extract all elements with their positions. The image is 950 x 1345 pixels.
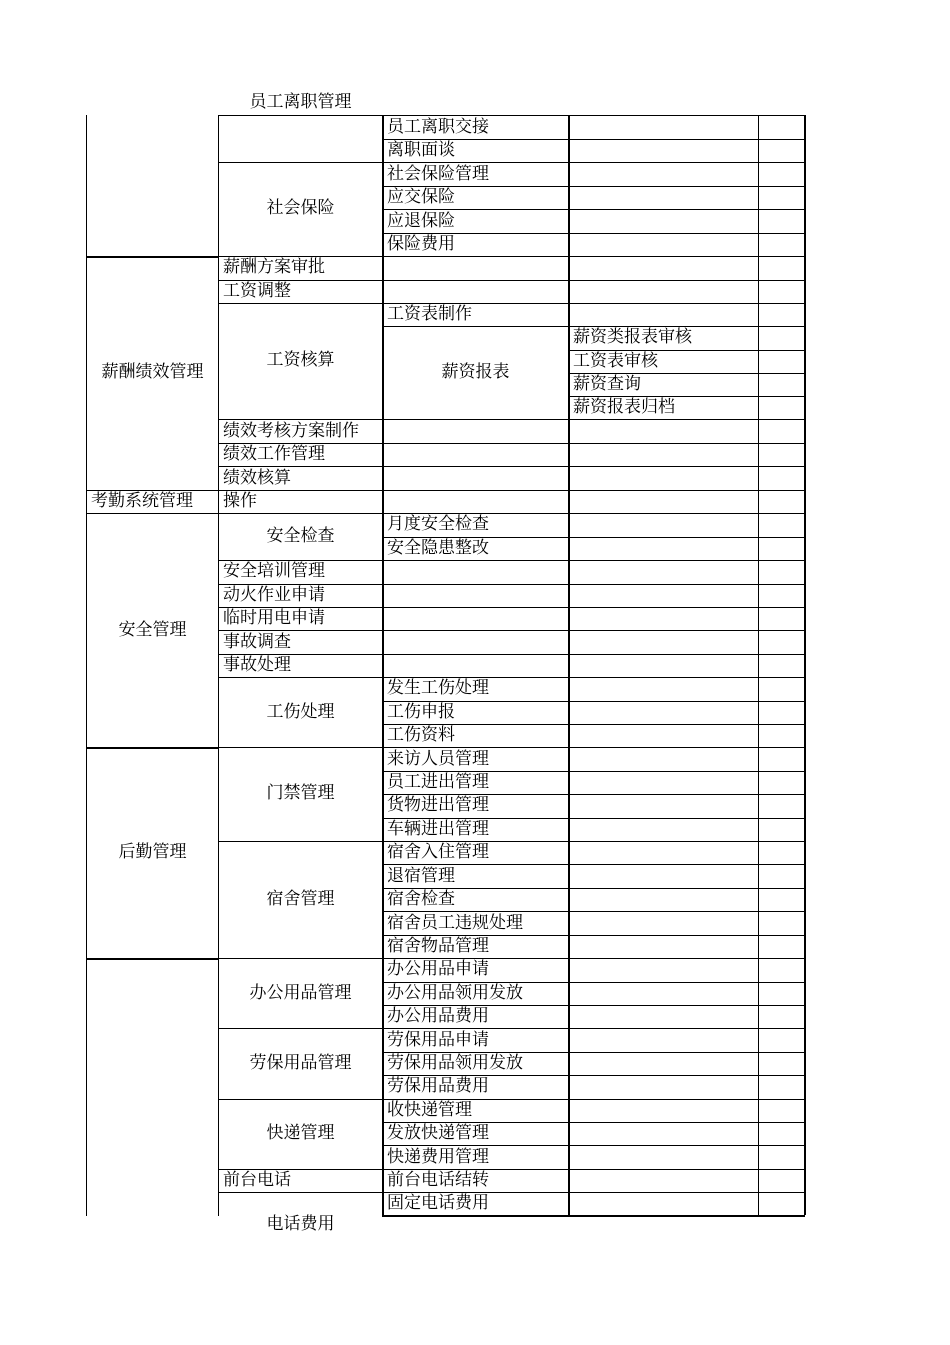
grid-horizontal-line <box>382 280 805 281</box>
cell-b-temp-power[interactable]: 临时用电申请 <box>223 608 325 628</box>
cell-b-office-supplies[interactable]: 办公用品管理 <box>249 983 352 1003</box>
grid-horizontal-line <box>382 466 805 467</box>
grid-horizontal-line <box>218 162 383 163</box>
cell-c-courier-send[interactable]: 发放快递管理 <box>387 1123 489 1143</box>
grid-horizontal-line <box>382 724 805 725</box>
cell-c-injury-report[interactable]: 工伤申报 <box>387 702 455 722</box>
cell-c-dorm-checkout[interactable]: 退宿管理 <box>387 866 455 886</box>
grid-horizontal-line <box>382 935 805 936</box>
grid-horizontal-line <box>382 513 805 514</box>
cell-b-accident-handling[interactable]: 事故处理 <box>223 655 291 675</box>
grid-horizontal-line <box>382 864 805 865</box>
grid-horizontal-line <box>568 350 805 351</box>
cell-b-perf-mgmt[interactable]: 绩效工作管理 <box>223 444 325 464</box>
grid-horizontal-line <box>86 958 219 960</box>
grid-horizontal-line <box>218 303 383 304</box>
cell-b-injury[interactable]: 工伤处理 <box>266 702 335 722</box>
cell-c-social-fee[interactable]: 保险费用 <box>387 234 455 254</box>
grid-horizontal-line <box>382 888 805 889</box>
cell-group-salary[interactable]: 薪酬绩效管理 <box>101 362 204 382</box>
grid-horizontal-line <box>218 654 383 655</box>
grid-horizontal-line <box>382 1122 805 1123</box>
cell-group-attendance[interactable]: 考勤系统管理 <box>91 491 193 511</box>
cell-c-office-apply[interactable]: 办公用品申请 <box>387 959 489 979</box>
cell-d-report-archive[interactable]: 薪资报表归档 <box>573 397 675 417</box>
cell-c-injury-process[interactable]: 发生工伤处理 <box>387 678 489 698</box>
grid-horizontal-line <box>218 1169 383 1170</box>
cell-b-salary-approval[interactable]: 薪酬方案审批 <box>223 257 325 277</box>
cell-b-wage-adjust[interactable]: 工资调整 <box>223 281 291 301</box>
cell-c-dorm-checkin[interactable]: 宿舍入住管理 <box>387 842 489 862</box>
grid-horizontal-line <box>382 841 805 842</box>
grid-horizontal-line <box>218 419 383 420</box>
grid-horizontal-line <box>382 677 805 678</box>
grid-horizontal-line <box>218 607 383 608</box>
grid-horizontal-line <box>218 1099 383 1100</box>
cell-b-access[interactable]: 门禁管理 <box>266 783 335 803</box>
cell-b-front-phone[interactable]: 前台电话 <box>223 1170 291 1190</box>
grid-horizontal-line <box>382 443 805 444</box>
cell-c-social-mgmt[interactable]: 社会保险管理 <box>387 164 489 184</box>
grid-horizontal-line <box>382 747 805 748</box>
grid-horizontal-line <box>382 1075 805 1076</box>
cell-d-wage-review[interactable]: 工资表审核 <box>573 351 658 371</box>
grid-horizontal-line <box>382 1169 805 1170</box>
grid-horizontal-line <box>86 490 219 491</box>
grid-horizontal-line <box>382 162 805 163</box>
cell-b-wage-calc[interactable]: 工资核算 <box>266 350 335 370</box>
cell-group-logistics[interactable]: 后勤管理 <box>118 842 187 862</box>
grid-horizontal-line <box>218 630 383 631</box>
grid-horizontal-line <box>218 560 383 561</box>
cell-c-landline-fee[interactable]: 固定电话费用 <box>387 1193 489 1213</box>
cell-c-vehicle-in-out[interactable]: 车辆进出管理 <box>387 819 489 839</box>
cell-c-salary-report[interactable]: 薪资报表 <box>441 362 510 382</box>
grid-horizontal-line <box>218 677 383 678</box>
cell-b-safety-check[interactable]: 安全检查 <box>266 526 335 546</box>
grid-horizontal-line <box>86 513 219 514</box>
grid-horizontal-line <box>218 256 383 257</box>
grid-horizontal-line <box>382 982 805 983</box>
grid-horizontal-line <box>382 607 805 608</box>
grid-horizontal-line <box>382 115 805 116</box>
cell-c-social-refund[interactable]: 应退保险 <box>387 211 455 231</box>
cell-c-staff-in-out[interactable]: 员工进出管理 <box>387 772 489 792</box>
grid-horizontal-line <box>86 747 219 749</box>
grid-horizontal-line <box>382 1145 805 1146</box>
grid-horizontal-line <box>218 584 383 585</box>
cell-c-labor-fee[interactable]: 劳保用品费用 <box>387 1076 489 1096</box>
cell-c-dorm-inspect[interactable]: 宿舍检查 <box>387 889 455 909</box>
cell-c-phone-transfer[interactable]: 前台电话结转 <box>387 1170 489 1190</box>
cell-b-dorm[interactable]: 宿舍管理 <box>266 889 335 909</box>
grid-horizontal-line <box>218 841 383 842</box>
cell-b-operation[interactable]: 操作 <box>223 491 257 511</box>
grid-horizontal-line <box>382 630 805 631</box>
grid-horizontal-line <box>382 186 805 187</box>
grid-horizontal-line <box>382 818 805 819</box>
grid-horizontal-line <box>568 396 805 397</box>
grid-horizontal-line <box>382 958 805 959</box>
grid-horizontal-line <box>382 256 805 257</box>
grid-horizontal-line <box>382 560 805 561</box>
cell-b-accident-investigation[interactable]: 事故调查 <box>223 632 291 652</box>
grid-vertical-line <box>86 115 87 1216</box>
grid-horizontal-line <box>218 443 383 444</box>
cell-c-office-fee[interactable]: 办公用品费用 <box>387 1006 489 1026</box>
cell-c-monthly-check[interactable]: 月度安全检查 <box>387 514 489 534</box>
cell-b-social[interactable]: 社会保险 <box>266 198 335 218</box>
cell-d-salary-query[interactable]: 薪资查询 <box>573 374 641 394</box>
cell-c-office-issue[interactable]: 办公用品领用发放 <box>387 983 523 1003</box>
grid-horizontal-line <box>382 1052 805 1053</box>
grid-horizontal-line <box>382 326 805 327</box>
grid-horizontal-line <box>218 747 383 748</box>
cell-b-perf-calc[interactable]: 绩效核算 <box>223 468 291 488</box>
cell-b-courier[interactable]: 快递管理 <box>266 1123 335 1143</box>
grid-horizontal-line <box>568 373 805 374</box>
grid-horizontal-line <box>382 1099 805 1100</box>
cell-c-courier-receive[interactable]: 收快递管理 <box>387 1100 472 1120</box>
cell-d-report-review[interactable]: 薪资类报表审核 <box>573 327 692 347</box>
grid-horizontal-line <box>382 794 805 795</box>
grid-horizontal-line <box>382 303 805 304</box>
cell-c-courier-fee[interactable]: 快递费用管理 <box>387 1147 489 1167</box>
cell-overflow-top[interactable]: 员工离职管理 <box>249 92 352 112</box>
cell-c-injury-docs[interactable]: 工伤资料 <box>387 725 455 745</box>
grid-horizontal-line <box>382 701 805 702</box>
grid-horizontal-line <box>382 654 805 655</box>
cell-b-hot-work[interactable]: 动火作业申请 <box>223 585 325 605</box>
grid-horizontal-line <box>218 280 383 281</box>
grid-horizontal-line <box>382 1028 805 1029</box>
grid-horizontal-line <box>382 419 805 420</box>
cell-c-exit-interview[interactable]: 离职面谈 <box>387 140 455 160</box>
grid-horizontal-line <box>382 537 805 538</box>
grid-horizontal-line <box>382 233 805 234</box>
cell-b-perf-plan[interactable]: 绩效考核方案制作 <box>223 421 359 441</box>
cell-c-labor-issue[interactable]: 劳保用品领用发放 <box>387 1053 523 1073</box>
cell-overflow-bottom[interactable]: 电话费用 <box>266 1214 335 1234</box>
grid-horizontal-line <box>86 256 219 258</box>
grid-horizontal-line <box>382 1215 805 1217</box>
cell-c-goods-in-out[interactable]: 货物进出管理 <box>387 795 489 815</box>
grid-horizontal-line <box>382 1192 805 1193</box>
grid-horizontal-line <box>382 209 805 210</box>
cell-c-dorm-violation[interactable]: 宿舍员工违规处理 <box>387 913 523 933</box>
grid-horizontal-line <box>218 1028 383 1029</box>
cell-c-wage-sheet[interactable]: 工资表制作 <box>387 304 472 324</box>
cell-c-social-due[interactable]: 应交保险 <box>387 187 455 207</box>
grid-horizontal-line <box>218 513 383 514</box>
cell-c-visitor[interactable]: 来访人员管理 <box>387 749 489 769</box>
grid-horizontal-line <box>218 1192 383 1193</box>
grid-horizontal-line <box>218 958 383 959</box>
grid-horizontal-line <box>382 771 805 772</box>
cell-group-safety[interactable]: 安全管理 <box>118 620 187 640</box>
grid-horizontal-line <box>382 139 805 140</box>
grid-horizontal-line <box>218 115 383 116</box>
grid-horizontal-line <box>218 466 383 467</box>
cell-b-safety-training[interactable]: 安全培训管理 <box>223 561 325 581</box>
cell-c-hazard-fix[interactable]: 安全隐患整改 <box>387 538 489 558</box>
grid-horizontal-line <box>382 911 805 912</box>
grid-horizontal-line <box>218 490 383 491</box>
grid-horizontal-line <box>382 584 805 585</box>
cell-c-handover[interactable]: 员工离职交接 <box>387 117 489 137</box>
grid-horizontal-line <box>382 490 805 491</box>
grid-horizontal-line <box>382 1005 805 1006</box>
cell-c-labor-apply[interactable]: 劳保用品申请 <box>387 1030 489 1050</box>
cell-c-dorm-items[interactable]: 宿舍物品管理 <box>387 936 489 956</box>
cell-b-labor-supplies[interactable]: 劳保用品管理 <box>249 1053 352 1073</box>
